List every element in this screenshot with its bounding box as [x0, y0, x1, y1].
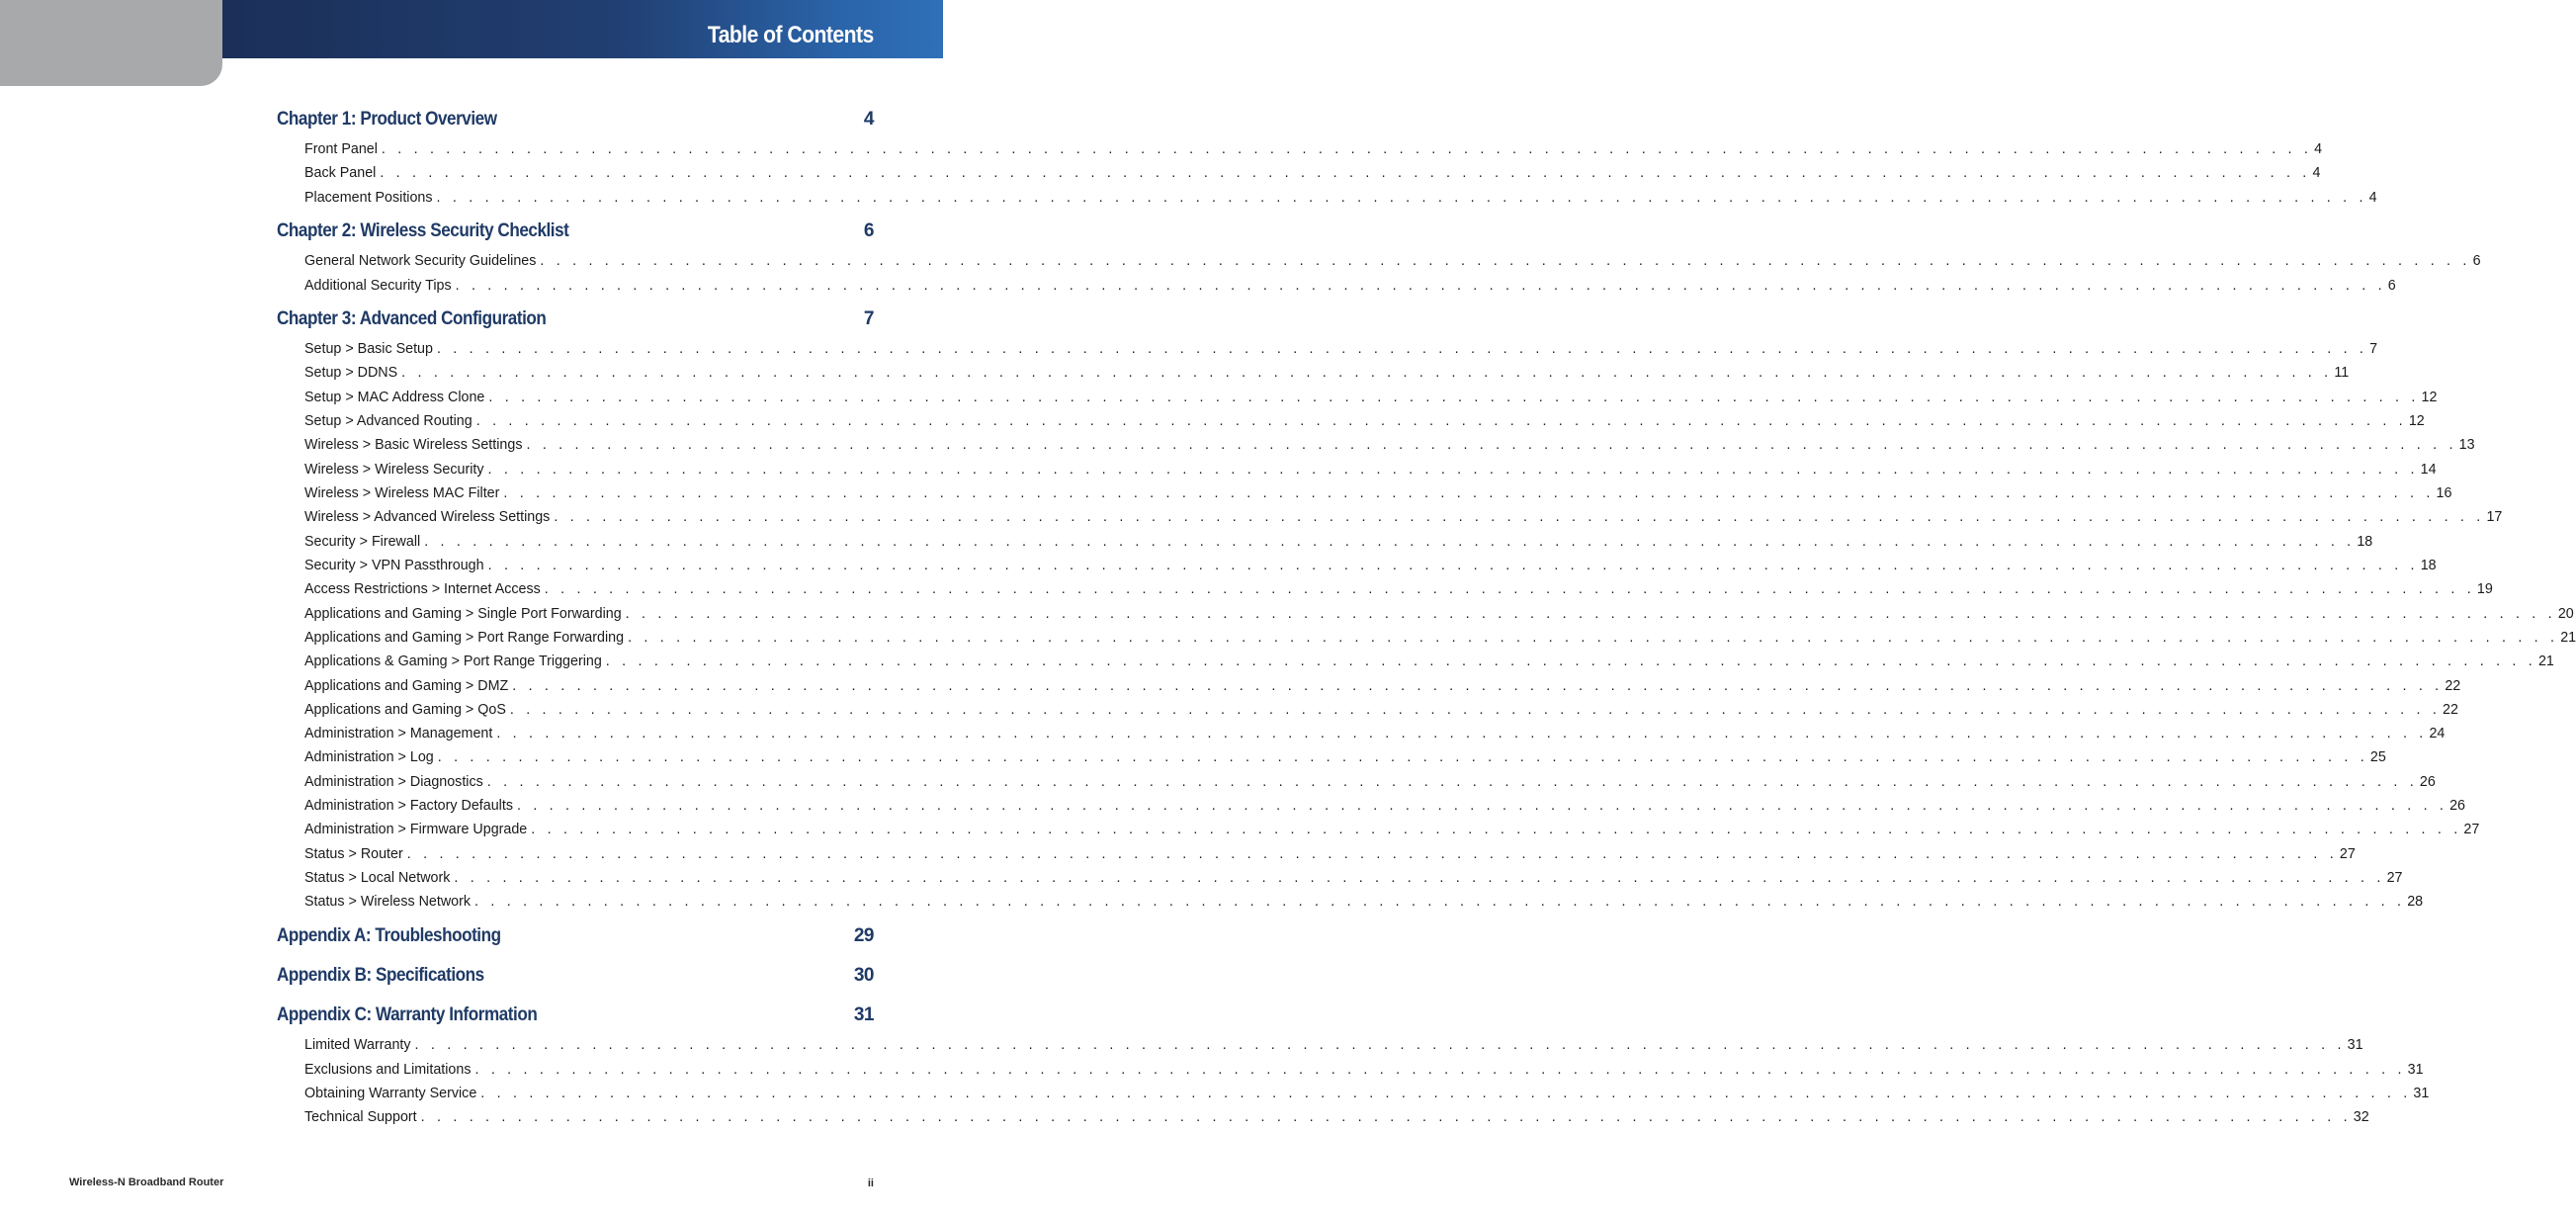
toc-chapter-page: 29 — [853, 925, 874, 946]
toc-entry[interactable] — [304, 141, 2323, 161]
toc-entry-page: 14 — [2420, 462, 2437, 478]
toc-dot-leader: . . . . . . . . . . . . . . . . . . . . . . . . . . . . . . . . . . . . . . . . . . . . . . . . . . . . . . . . . . . . . . . . . . . . . . . . . . . . . . . . . . . . . . . . . . . . . . . . . . . . . . . . . . . . . . . . . . . . . . . . — [475, 413, 2407, 429]
toc-entry-title: Status > Wireless Network — [304, 894, 472, 910]
toc-dot-leader: . . . . . . . . . . . . . . . . . . . . . . . . . . . . . . . . . . . . . . . . . . . . . . . . . . . . . . . . . . . . . . . . . . . . . . . . . . . . . . . . . . . . . . . . . . . . . . . . . . . . . . . . . . . . . . . . . . . . . . . . — [381, 141, 2313, 157]
toc-entry-title: Administration > Management — [304, 726, 493, 741]
toc-chapter-page: 4 — [863, 109, 874, 130]
toc-dot-leader: . . . . . . . . . . . . . . . . . . . . . . . . . . . . . . . . . . . . . . . . . . . . . . . . . . . . . . . . . . . . . . . . . . . . . . . . . . . . . . . . . . . . . . . . . . . . . . . . . . . . . . . . . . . . . . . . . . . . . . . . — [414, 1037, 2346, 1053]
toc-entry-page: 22 — [2443, 702, 2458, 718]
toc-entry[interactable] — [304, 485, 2452, 505]
toc-chapter-page: 6 — [863, 220, 874, 241]
toc-dot-leader: . . . . . . . . . . . . . . . . . . . . . . . . . . . . . . . . . . . . . . . . . . . . . . . . . . . . . . . . . . . . . . . . . . . . . . . . . . . . . . . . . . . . . . . . . . . . . . . . . . . . . . . . . . . . . . . . . . . . . . . . — [487, 558, 2419, 573]
toc-dot-leader: . . . . . . . . . . . . . . . . . . . . . . . . . . . . . . . . . . . . . . . . . . . . . . . . . . . . . . . . . . . . . . . . . . . . . . . . . . . . . . . . . . . . . . . . . . . . . . . . . . . . . . . . . . . . . . . . . . . . . . . . — [401, 365, 2333, 381]
toc-entry-title: Wireless > Advanced Wireless Settings — [304, 509, 551, 525]
toc-dot-leader: . . . . . . . . . . . . . . . . . . . . . . . . . . . . . . . . . . . . . . . . . . . . . . . . . . . . . . . . . . . . . . . . . . . . . . . . . . . . . . . . . . . . . . . . . . . . . . . . . . . . . . . . . . . . . . . . . . . . . . . . — [436, 190, 2367, 206]
toc-dot-leader: . . . . . . . . . . . . . . . . . . . . . . . . . . . . . . . . . . . . . . . . . . . . . . . . . . . . . . . . . . . . . . . . . . . . . . . . . . . . . . . . . . . . . . . . . . . . . . . . . . . . . . . . . . . . . . . . . . . . . . . . — [424, 534, 2356, 550]
toc-entry-title: Security > VPN Passthrough — [304, 558, 484, 573]
toc-entry-title: Obtaining Warranty Service — [304, 1086, 477, 1101]
toc-entry[interactable] — [304, 846, 2356, 866]
toc-entry-title: Setup > DDNS — [304, 365, 398, 381]
toc-entry[interactable] — [304, 702, 2458, 722]
toc-entry[interactable] — [304, 1086, 2430, 1105]
toc-entry-title: Access Restrictions > Internet Access — [304, 581, 541, 597]
toc-chapter[interactable] — [277, 1003, 874, 1028]
toc-dot-leader: . . . . . . . . . . . . . . . . . . . . . . . . . . . . . . . . . . . . . . . . . . . . . . . . . . . . . . . . . . . . . . . . . . . . . . . . . . . . . . . . . . . . . . . . . . . . . . . . . . . . . . . . . . . . . . . . . . . . . . . . — [436, 341, 2368, 357]
footer-product-name: Wireless-N Broadband Router — [69, 1177, 224, 1188]
toc-entry[interactable] — [304, 390, 2438, 409]
toc-chapter[interactable] — [277, 306, 874, 332]
toc-entry-page: 26 — [2449, 798, 2466, 814]
toc-entry[interactable] — [304, 822, 2480, 841]
toc-entry[interactable] — [304, 749, 2386, 769]
toc-chapter-page: 30 — [853, 965, 874, 986]
toc-entry-title: Front Panel — [304, 141, 378, 157]
header-bar — [222, 0, 943, 58]
toc-chapter-title: Appendix C: Warranty Information — [277, 1004, 538, 1025]
toc-chapter-title: Chapter 2: Wireless Security Checklist — [277, 220, 569, 241]
toc-entry-page: 27 — [2339, 846, 2356, 862]
toc-entry[interactable] — [304, 1109, 2369, 1129]
toc-chapter-page: 7 — [863, 308, 874, 329]
toc-dot-leader: . . . . . . . . . . . . . . . . . . . . . . . . . . . . . . . . . . . . . . . . . . . . . . . . . . . . . . . . . . . . . . . . . . . . . . . . . . . . . . . . . . . . . . . . . . . . . . . . . . . . . . . . . . . . . . . . . . . . . . . . — [486, 774, 2418, 790]
toc-entry-page: 12 — [2421, 390, 2438, 405]
toc-dot-leader: . . . . . . . . . . . . . . . . . . . . . . . . . . . . . . . . . . . . . . . . . . . . . . . . . . . . . . . . . . . . . . . . . . . . . . . . . . . . . . . . . . . . . . . . . . . . . . . . . . . . . . . . . . . . . . . . . . . . . . . . — [488, 390, 2420, 405]
toc-entry-page: 11 — [2334, 365, 2350, 381]
toc-dot-leader: . . . . . . . . . . . . . . . . . . . . . . . . . . . . . . . . . . . . . . . . . . . . . . . . . . . . . . . . . . . . . . . . . . . . . . . . . . . . . . . . . . . . . . . . . . . . . . . . . . . . . . . . . . . . . . . . . . . . . . . . — [420, 1109, 2352, 1125]
toc-dot-leader: . . . . . . . . . . . . . . . . . . . . . . . . . . . . . . . . . . . . . . . . . . . . . . . . . . . . . . . . . . . . . . . . . . . . . . . . . . . . . . . . . . . . . . . . . . . . . . . . . . . . . . . . . . . . . . . . . . . . . . . . — [454, 870, 2385, 886]
toc-entry-title: Setup > MAC Address Clone — [304, 390, 485, 405]
toc-entry-page: 32 — [2353, 1109, 2369, 1125]
toc-entry[interactable] — [304, 678, 2461, 698]
toc-entry-title: Additional Security Tips — [304, 278, 452, 294]
toc-dot-leader: . . . . . . . . . . . . . . . . . . . . . . . . . . . . . . . . . . . . . . . . . . . . . . . . . . . . . . . . . . . . . . . . . . . . . . . . . . . . . . . . . . . . . . . . . . . . . . . . . . . . . . . . . . . . . . . . . . . . . . . . — [544, 581, 2475, 597]
toc-chapter-title: Appendix A: Troubleshooting — [277, 925, 501, 946]
toc-entry-page: 18 — [2357, 534, 2373, 550]
toc-dot-leader: . . . . . . . . . . . . . . . . . . . . . . . . . . . . . . . . . . . . . . . . . . . . . . . . . . . . . . . . . . . . . . . . . . . . . . . . . . . . . . . . . . . . . . . . . . . . . . . . . . . . . . . . . . . . . . . . . . . . . . . . — [437, 749, 2368, 765]
toc-entry-page: 4 — [2368, 190, 2377, 206]
toc-dot-leader: . . . . . . . . . . . . . . . . . . . . . . . . . . . . . . . . . . . . . . . . . . . . . . . . . . . . . . . . . . . . . . . . . . . . . . . . . . . . . . . . . . . . . . . . . . . . . . . . . . . . . . . . . . . . . . . . . . . . . . . . — [487, 462, 2419, 478]
toc-entry-title: Setup > Basic Setup — [304, 341, 433, 357]
toc-entry-title: Applications & Gaming > Port Range Triggering — [304, 654, 602, 669]
toc-entry-title: Wireless > Wireless Security — [304, 462, 484, 478]
toc-dot-leader: . . . . . . . . . . . . . . . . . . . . . . . . . . . . . . . . . . . . . . . . . . . . . . . . . . . . . . . . . . . . . . . . . . . . . . . . . . . . . . . . . . . . . . . . . . . . . . . . . . . . . . . . . . . . . . . . . . . . . . . . — [516, 798, 2448, 814]
toc-entry-page: 6 — [2472, 253, 2481, 269]
toc-dot-leader: . . . . . . . . . . . . . . . . . . . . . . . . . . . . . . . . . . . . . . . . . . . . . . . . . . . . . . . . . . . . . . . . . . . . . . . . . . . . . . . . . . . . . . . . . . . . . . . . . . . . . . . . . . . . . . . . . . . . . . . . — [540, 253, 2471, 269]
toc-dot-leader: . . . . . . . . . . . . . . . . . . . . . . . . . . . . . . . . . . . . . . . . . . . . . . . . . . . . . . . . . . . . . . . . . . . . . . . . . . . . . . . . . . . . . . . . . . . . . . . . . . . . . . . . . . . . . . . . . . . . . . . . — [554, 509, 2485, 525]
toc-entry[interactable] — [304, 509, 2503, 529]
toc-entry-page: 31 — [2347, 1037, 2363, 1053]
toc-entry-title: Placement Positions — [304, 190, 433, 206]
toc-entry[interactable] — [304, 253, 2481, 273]
toc-chapter-page: 31 — [853, 1004, 874, 1025]
toc-entry-title: Administration > Log — [304, 749, 434, 765]
toc-entry-page: 6 — [2387, 278, 2396, 294]
toc-entry-page: 21 — [2537, 654, 2554, 669]
toc-entry[interactable] — [304, 894, 2424, 914]
toc-dot-leader: . . . . . . . . . . . . . . . . . . . . . . . . . . . . . . . . . . . . . . . . . . . . . . . . . . . . . . . . . . . . . . . . . . . . . . . . . . . . . . . . . . . . . . . . . . . . . . . . . . . . . . . . . . . . . . . . . . . . . . . . — [474, 1062, 2406, 1078]
toc-entry[interactable] — [304, 870, 2403, 890]
toc-entry[interactable] — [304, 1062, 2424, 1082]
toc-entry[interactable] — [304, 1037, 2363, 1057]
toc-entry-page: 31 — [2413, 1086, 2430, 1101]
toc-entry-title: Exclusions and Limitations — [304, 1062, 472, 1078]
toc-entry-title: Administration > Diagnostics — [304, 774, 483, 790]
toc-chapter[interactable] — [277, 963, 874, 989]
toc-entry-page: 7 — [2369, 341, 2378, 357]
toc-dot-leader: . . . . . . . . . . . . . . . . . . . . . . . . . . . . . . . . . . . . . . . . . . . . . . . . . . . . . . . . . . . . . . . . . . . . . . . . . . . . . . . . . . . . . . . . . . . . . . . . . . . . . . . . . . . . . . . . . . . . . . . . — [480, 1086, 2412, 1101]
toc-dot-leader: . . . . . . . . . . . . . . . . . . . . . . . . . . . . . . . . . . . . . . . . . . . . . . . . . . . . . . . . . . . . . . . . . . . . . . . . . . . . . . . . . . . . . . . . . . . . . . . . . . . . . . . . . . . . . . . . . . . . . . . . — [455, 278, 2386, 294]
toc-entry[interactable] — [304, 341, 2378, 361]
toc-chapter-title: Appendix B: Specifications — [277, 965, 484, 986]
toc-entry-title: Applications and Gaming > DMZ — [304, 678, 509, 694]
toc-dot-leader: . . . . . . . . . . . . . . . . . . . . . . . . . . . . . . . . . . . . . . . . . . . . . . . . . . . . . . . . . . . . . . . . . . . . . . . . . . . . . . . . . . . . . . . . . . . . . . . . . . . . . . . . . . . . . . . . . . . . . . . . — [526, 437, 2457, 453]
toc-entry[interactable] — [304, 558, 2437, 577]
toc-entry[interactable] — [304, 278, 2396, 298]
toc-entry-page: 28 — [2407, 894, 2424, 910]
toc-chapter[interactable] — [277, 218, 874, 244]
page-title: Table of Contents — [708, 22, 874, 48]
toc-entry-title: Status > Local Network — [304, 870, 451, 886]
toc-entry[interactable] — [304, 365, 2350, 385]
toc-entry[interactable] — [304, 437, 2475, 457]
toc-entry-title: Applications and Gaming > Single Port Forwarding — [304, 606, 622, 622]
toc-entry-page: 24 — [2429, 726, 2446, 741]
toc-entry[interactable] — [304, 462, 2437, 481]
toc-entry[interactable] — [304, 774, 2436, 794]
toc-chapter-title: Chapter 3: Advanced Configuration — [277, 308, 547, 329]
toc-entry-title: Wireless > Basic Wireless Settings — [304, 437, 523, 453]
toc-dot-leader: . . . . . . . . . . . . . . . . . . . . . . . . . . . . . . . . . . . . . . . . . . . . . . . . . . . . . . . . . . . . . . . . . . . . . . . . . . . . . . . . . . . . . . . . . . . . . . . . . . . . . . . . . . . . . . . . . . . . . . . . — [496, 726, 2428, 741]
toc-entry-page: 12 — [2408, 413, 2425, 429]
toc-chapter[interactable] — [277, 107, 874, 132]
toc-entry-page: 21 — [2560, 630, 2576, 646]
toc-entry-page: 25 — [2369, 749, 2386, 765]
toc-dot-leader: . . . . . . . . . . . . . . . . . . . . . . . . . . . . . . . . . . . . . . . . . . . . . . . . . . . . . . . . . . . . . . . . . . . . . . . . . . . . . . . . . . . . . . . . . . . . . . . . . . . . . . . . . . . . . . . . . . . . . . . . — [474, 894, 2406, 910]
toc-entry-page: 27 — [2463, 822, 2480, 837]
toc-entry-title: Back Panel — [304, 165, 377, 181]
toc-entry-page: 27 — [2386, 870, 2403, 886]
toc-dot-leader: . . . . . . . . . . . . . . . . . . . . . . . . . . . . . . . . . . . . . . . . . . . . . . . . . . . . . . . . . . . . . . . . . . . . . . . . . . . . . . . . . . . . . . . . . . . . . . . . . . . . . . . . . . . . . . . . . . . . . . . . — [503, 485, 2435, 501]
toc-entry-title: Applications and Gaming > Port Range Forwarding — [304, 630, 625, 646]
toc-dot-leader: . . . . . . . . . . . . . . . . . . . . . . . . . . . . . . . . . . . . . . . . . . . . . . . . . . . . . . . . . . . . . . . . . . . . . . . . . . . . . . . . . . . . . . . . . . . . . . . . . . . . . . . . . . . . . . . . . . . . . . . . — [628, 630, 2559, 646]
toc-entry[interactable] — [304, 534, 2373, 554]
toc-entry-page: 20 — [2557, 606, 2574, 622]
toc-entry-page: 17 — [2486, 509, 2503, 525]
toc-entry-title: Administration > Factory Defaults — [304, 798, 513, 814]
toc-dot-leader: . . . . . . . . . . . . . . . . . . . . . . . . . . . . . . . . . . . . . . . . . . . . . . . . . . . . . . . . . . . . . . . . . . . . . . . . . . . . . . . . . . . . . . . . . . . . . . . . . . . . . . . . . . . . . . . . . . . . . . . . — [406, 846, 2338, 862]
toc-chapter[interactable] — [277, 923, 874, 949]
toc-entry-title: Applications and Gaming > QoS — [304, 702, 506, 718]
toc-entry-title: Technical Support — [304, 1109, 417, 1125]
toc-entry[interactable] — [304, 190, 2377, 210]
toc-entry-page: 13 — [2458, 437, 2475, 453]
toc-entry[interactable] — [304, 630, 2576, 650]
footer-page-number: ii — [867, 1177, 874, 1189]
toc-chapter-title: Chapter 1: Product Overview — [277, 109, 497, 130]
toc-entry[interactable] — [304, 606, 2574, 626]
toc-entry-page: 4 — [2314, 141, 2323, 157]
toc-entry-title: Wireless > Wireless MAC Filter — [304, 485, 500, 501]
toc-entry-title: Administration > Firmware Upgrade — [304, 822, 528, 837]
toc-entry-page: 31 — [2407, 1062, 2424, 1078]
toc-dot-leader: . . . . . . . . . . . . . . . . . . . . . . . . . . . . . . . . . . . . . . . . . . . . . . . . . . . . . . . . . . . . . . . . . . . . . . . . . . . . . . . . . . . . . . . . . . . . . . . . . . . . . . . . . . . . . . . . . . . . . . . . — [605, 654, 2536, 669]
toc-entry-title: Setup > Advanced Routing — [304, 413, 472, 429]
toc-entry-title: Status > Router — [304, 846, 403, 862]
toc-entry[interactable] — [304, 726, 2446, 745]
toc-entry[interactable] — [304, 654, 2554, 673]
header-grey-tab — [0, 0, 222, 86]
toc-entry-title: Security > Firewall — [304, 534, 421, 550]
toc-dot-leader: . . . . . . . . . . . . . . . . . . . . . . . . . . . . . . . . . . . . . . . . . . . . . . . . . . . . . . . . . . . . . . . . . . . . . . . . . . . . . . . . . . . . . . . . . . . . . . . . . . . . . . . . . . . . . . . . . . . . . . . . — [531, 822, 2462, 837]
toc-entry-page: 18 — [2420, 558, 2437, 573]
toc-entry-page: 16 — [2436, 485, 2452, 501]
toc-entry[interactable] — [304, 798, 2466, 818]
toc-entry-title: General Network Security Guidelines — [304, 253, 537, 269]
toc-entry[interactable] — [304, 581, 2493, 601]
toc-entry-page: 22 — [2445, 678, 2461, 694]
toc-dot-leader: . . . . . . . . . . . . . . . . . . . . . . . . . . . . . . . . . . . . . . . . . . . . . . . . . . . . . . . . . . . . . . . . . . . . . . . . . . . . . . . . . . . . . . . . . . . . . . . . . . . . . . . . . . . . . . . . . . . . . . . . — [380, 165, 2311, 181]
toc-entry[interactable] — [304, 413, 2425, 433]
toc-entry-page: 4 — [2312, 165, 2321, 181]
toc-entry-page: 26 — [2419, 774, 2436, 790]
toc-entry[interactable] — [304, 165, 2321, 185]
toc-dot-leader: . . . . . . . . . . . . . . . . . . . . . . . . . . . . . . . . . . . . . . . . . . . . . . . . . . . . . . . . . . . . . . . . . . . . . . . . . . . . . . . . . . . . . . . . . . . . . . . . . . . . . . . . . . . . . . . . . . . . . . . . — [625, 606, 2556, 622]
toc-entry-page: 19 — [2476, 581, 2493, 597]
toc-dot-leader: . . . . . . . . . . . . . . . . . . . . . . . . . . . . . . . . . . . . . . . . . . . . . . . . . . . . . . . . . . . . . . . . . . . . . . . . . . . . . . . . . . . . . . . . . . . . . . . . . . . . . . . . . . . . . . . . . . . . . . . . — [512, 678, 2444, 694]
toc-dot-leader: . . . . . . . . . . . . . . . . . . . . . . . . . . . . . . . . . . . . . . . . . . . . . . . . . . . . . . . . . . . . . . . . . . . . . . . . . . . . . . . . . . . . . . . . . . . . . . . . . . . . . . . . . . . . . . . . . . . . . . . . — [509, 702, 2441, 718]
toc-entry-title: Limited Warranty — [304, 1037, 411, 1053]
